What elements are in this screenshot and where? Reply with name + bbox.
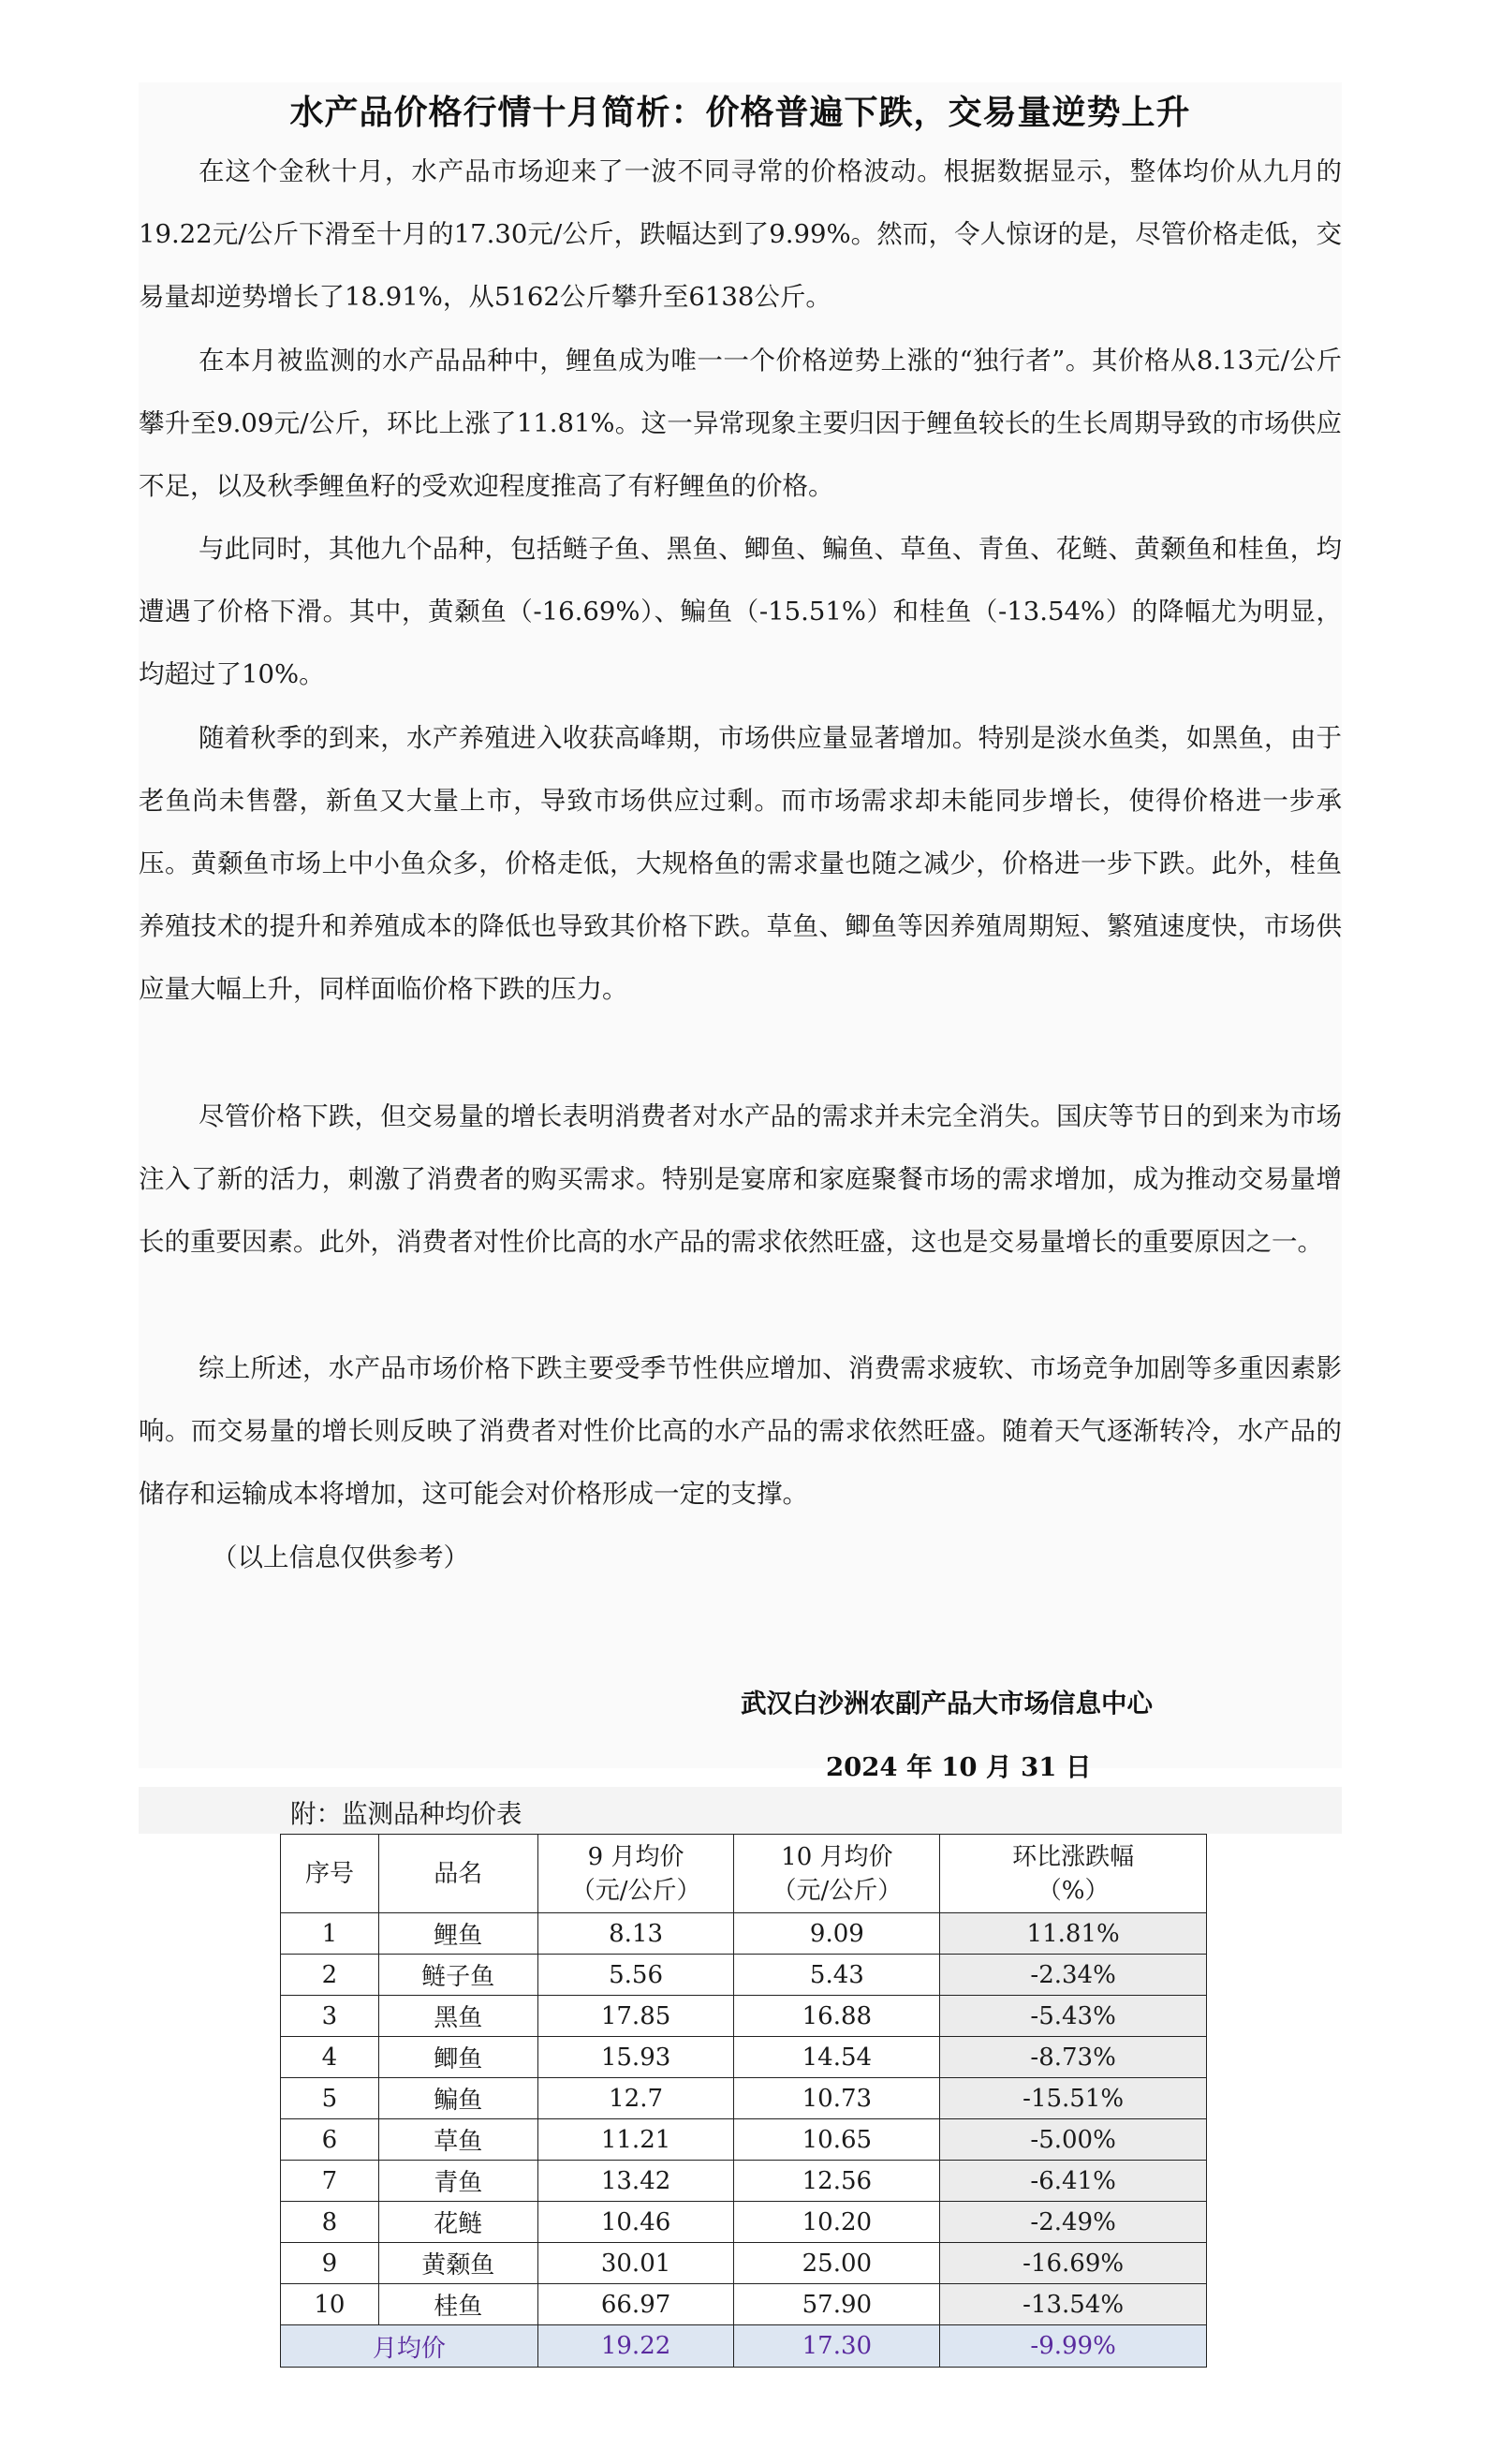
cell-sep-price: 10.46 [537,2202,734,2243]
cell-oct-price: 12.56 [734,2161,940,2202]
paragraph-1: 在这个金秋十月，水产品市场迎来了一波不同寻常的价格波动。根据数据显示，整体均价从九月的19.22元/公斤下滑至十月的17.30元/公斤，跌幅达到了9.99%。然而，令人惊讶的是，尽管价格走低，交易量却逆势增长了18.91%，从5162公斤攀升至6138公斤。 [139,156,1342,312]
cell-sep-price: 11.21 [537,2119,734,2161]
attachment-label: 附：监测品种均价表 [290,1799,522,1829]
cell-change: -2.49% [940,2202,1207,2243]
table-row [281,2078,1207,2119]
cell-sep-price: 5.56 [537,1955,734,1996]
cell-sep-price: 12.7 [537,2078,734,2119]
paragraph-3: 与此同时，其他九个品种，包括鲢子鱼、黑鱼、鲫鱼、鳊鱼、草鱼、青鱼、花鲢、黄颡鱼和桂鱼，均遭遇了价格下滑。其中，黄颡鱼（-16.69%）、鳊鱼（-15.51%）和桂鱼（-13.54%）的降幅尤为明显，均超过了10%。 [139,534,1342,689]
cell-sep-price: 13.42 [537,2161,734,2202]
cell-change: -15.51% [940,2078,1207,2119]
cell-fish-name: 黑鱼 [378,1996,537,2037]
cell-index: 5 [281,2078,379,2119]
table-row [281,2202,1207,2243]
header-oct-price: 10 月均价 （元/公斤） [734,1835,940,1913]
cell-fish-name: 黄颡鱼 [378,2243,537,2284]
cell-index: 4 [281,2037,379,2078]
signature-org: 武汉白沙洲农副产品大市场信息中心 [741,1689,1153,1719]
cell-sep-price: 66.97 [537,2284,734,2325]
average-change: -9.99% [940,2325,1207,2368]
average-oct-price: 17.30 [734,2325,940,2368]
cell-index: 8 [281,2202,379,2243]
cell-fish-name: 青鱼 [378,2161,537,2202]
table-row [281,2161,1207,2202]
table-row [281,2037,1207,2078]
cell-change: -13.54% [940,2284,1207,2325]
average-label: 月均价 [281,2325,538,2368]
cell-change: 11.81% [940,1913,1207,1955]
paragraph-5: 尽管价格下跌，但交易量的增长表明消费者对水产品的需求并未完全消失。国庆等节日的到来为市场注入了新的活力，刺激了消费者的购买需求。特别是宴席和家庭聚餐市场的需求增加，成为推动交易量增长的重要因素。此外，消费者对性价比高的水产品的需求依然旺盛，这也是交易量增长的重要原因之一。 [139,1101,1342,1257]
cell-change: -5.43% [940,1996,1207,2037]
table-row [281,1955,1207,1996]
cell-change: -8.73% [940,2037,1207,2078]
cell-sep-price: 17.85 [537,1996,734,2037]
cell-oct-price: 10.73 [734,2078,940,2119]
signature-date: 2024 年 10 月 31 日 [826,1752,1092,1782]
cell-index: 3 [281,1996,379,2037]
average-row [281,2325,1207,2368]
cell-oct-price: 10.65 [734,2119,940,2161]
cell-sep-price: 8.13 [537,1913,734,1955]
cell-fish-name: 花鲢 [378,2202,537,2243]
cell-change: -5.00% [940,2119,1207,2161]
cell-oct-price: 5.43 [734,1955,940,1996]
table-body [281,1913,1207,2368]
cell-fish-name: 桂鱼 [378,2284,537,2325]
table-row [281,2243,1207,2284]
cell-index: 10 [281,2284,379,2325]
attachment-caption [139,1787,1342,1834]
cell-oct-price: 57.90 [734,2284,940,2325]
cell-fish-name: 鳊鱼 [378,2078,537,2119]
cell-oct-price: 10.20 [734,2202,940,2243]
table-header-row [281,1835,1207,1913]
cell-fish-name: 鲫鱼 [378,2037,537,2078]
paragraph-4: 随着秋季的到来，水产养殖进入收获高峰期，市场供应量显著增加。特别是淡水鱼类，如黑鱼，由于老鱼尚未售罄，新鱼又大量上市，导致市场供应过剩。而市场需求却未能同步增长，使得价格进一步承压。黄颡鱼市场上中小鱼众多，价格走低，大规格鱼的需求量也随之减少，价格进一步下跌。此外，桂鱼养殖技术的提升和养殖成本的降低也导致其价格下跌。草鱼、鲫鱼等因养殖周期短、繁殖速度快，市场供应量大幅上升，同样面临价格下跌的压力。 [139,723,1342,1004]
table-row [281,2119,1207,2161]
disclaimer: （以上信息仅供参考） [212,1542,469,1572]
cell-fish-name: 鲤鱼 [378,1913,537,1955]
paragraph-2: 在本月被监测的水产品品种中，鲤鱼成为唯一一个价格逆势上涨的“独行者”。其价格从8.13元/公斤攀升至9.09元/公斤，环比上涨了11.81%。这一异常现象主要归因于鲤鱼较长的生长周期导致的市场供应不足，以及秋季鲤鱼籽的受欢迎程度推高了有籽鲤鱼的价格。 [139,346,1342,501]
average-sep-price: 19.22 [537,2325,734,2368]
cell-oct-price: 25.00 [734,2243,940,2284]
cell-change: -6.41% [940,2161,1207,2202]
cell-index: 6 [281,2119,379,2161]
table-row [281,1913,1207,1955]
cell-change: -2.34% [940,1955,1207,1996]
cell-fish-name: 草鱼 [378,2119,537,2161]
cell-index: 1 [281,1913,379,1955]
header-index: 序号 [281,1835,379,1913]
cell-index: 9 [281,2243,379,2284]
cell-oct-price: 16.88 [734,1996,940,2037]
paragraph-6: 综上所述，水产品市场价格下跌主要受季节性供应增加、消费需求疲软、市场竞争加剧等多重因素影响。而交易量的增长则反映了消费者对性价比高的水产品的需求依然旺盛。随着天气逐渐转冷，水产品的储存和运输成本将增加，这可能会对价格形成一定的支撑。 [139,1353,1342,1509]
header-change: 环比涨跌幅 （%） [940,1835,1207,1913]
header-name: 品名 [378,1835,537,1913]
cell-fish-name: 鲢子鱼 [378,1955,537,1996]
cell-sep-price: 30.01 [537,2243,734,2284]
table-row [281,1996,1207,2037]
cell-change: -16.69% [940,2243,1207,2284]
price-table [280,1834,1207,2368]
cell-sep-price: 15.93 [537,2037,734,2078]
cell-oct-price: 14.54 [734,2037,940,2078]
page-title: 水产品价格行情十月简析：价格普遍下跌，交易量逆势上升 [289,93,1191,132]
cell-index: 2 [281,1955,379,1996]
table-row [281,2284,1207,2325]
header-sep-price: 9 月均价 （元/公斤） [537,1835,734,1913]
cell-index: 7 [281,2161,379,2202]
report-body [139,82,1342,1782]
cell-oct-price: 9.09 [734,1913,940,1955]
